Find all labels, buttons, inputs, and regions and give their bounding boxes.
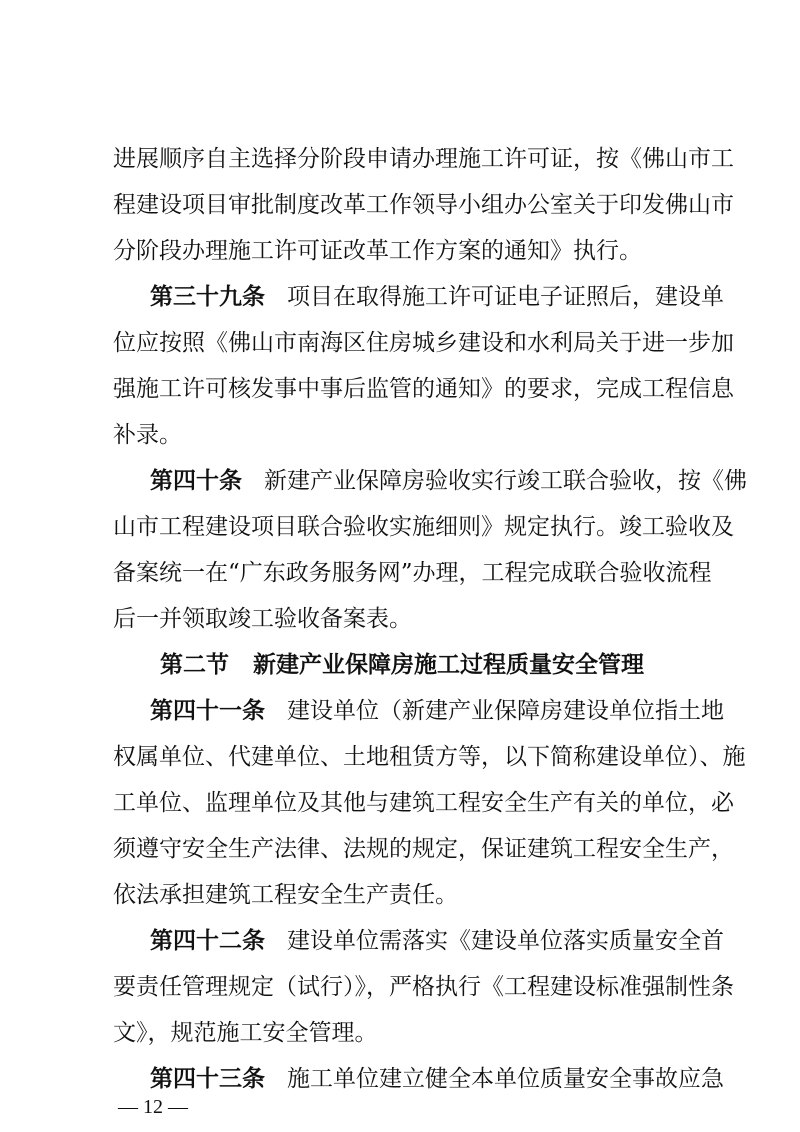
section-label: 第二节 [160, 651, 229, 678]
article-text: 建设单位需落实《建设单位落实质量安全首 [287, 928, 724, 954]
body-line: 强施工许可核发事中事后监管的通知》的要求，完成工程信息 [113, 376, 734, 402]
article-label: 第四十条 [150, 467, 242, 494]
body-line: 文》，规范施工安全管理。 [113, 1020, 378, 1046]
article-text: 施工单位建立健全本单位质量安全事故应急 [287, 1066, 724, 1092]
body-line: 要责任管理规定（试行）》，严格执行《工程建设标准强制性条 [113, 974, 734, 1000]
body-line: 工单位、监理单位及其他与建筑工程安全生产有关的单位，必 [113, 790, 734, 816]
body-line: 位应按照《佛山市南海区住房城乡建设和水利局关于进一步加 [113, 330, 734, 356]
body-line: 须遵守安全生产法律、法规的规定，保证建筑工程安全生产， [113, 836, 734, 862]
article-40 [150, 461, 747, 501]
article-43 [150, 1059, 724, 1099]
section-title: 新建产业保障房施工过程质量安全管理 [253, 651, 644, 678]
body-line: 权属单位、代建单位、土地租赁方等，以下简称建设单位）、施 [113, 744, 746, 770]
article-41 [150, 691, 724, 731]
article-42 [150, 921, 724, 961]
body-line: 补录。 [113, 422, 182, 448]
article-label: 第三十九条 [150, 283, 265, 310]
section-heading [113, 645, 691, 685]
article-label: 第四十二条 [150, 927, 265, 954]
body-line: 进展顺序自主选择分阶段申请办理施工许可证，按《佛山市工 [113, 146, 734, 172]
body-line: 依法承担建筑工程安全生产责任。 [113, 882, 458, 908]
body-line: 分阶段办理施工许可证改革工作方案的通知》执行。 [113, 238, 642, 264]
body-line: 山市工程建设项目联合验收实施细则》规定执行。竣工验收及 [113, 514, 734, 540]
body-line: 备案统一在“广东政务服务网”办理，工程完成联合验收流程 [113, 560, 712, 586]
article-label: 第四十一条 [150, 697, 265, 724]
page-number: — 12 — [118, 1096, 188, 1118]
article-text: 建设单位（新建产业保障房建设单位指土地 [287, 698, 724, 724]
body-line: 程建设项目审批制度改革工作领导小组办公室关于印发佛山市 [113, 192, 734, 218]
article-text: 项目在取得施工许可证电子证照后，建设单 [287, 284, 724, 310]
article-39 [150, 277, 724, 317]
article-label: 第四十三条 [150, 1065, 265, 1092]
body-line: 后一并领取竣工验收备案表。 [113, 606, 412, 632]
article-text: 新建产业保障房验收实行竣工联合验收，按《佛 [264, 468, 747, 494]
